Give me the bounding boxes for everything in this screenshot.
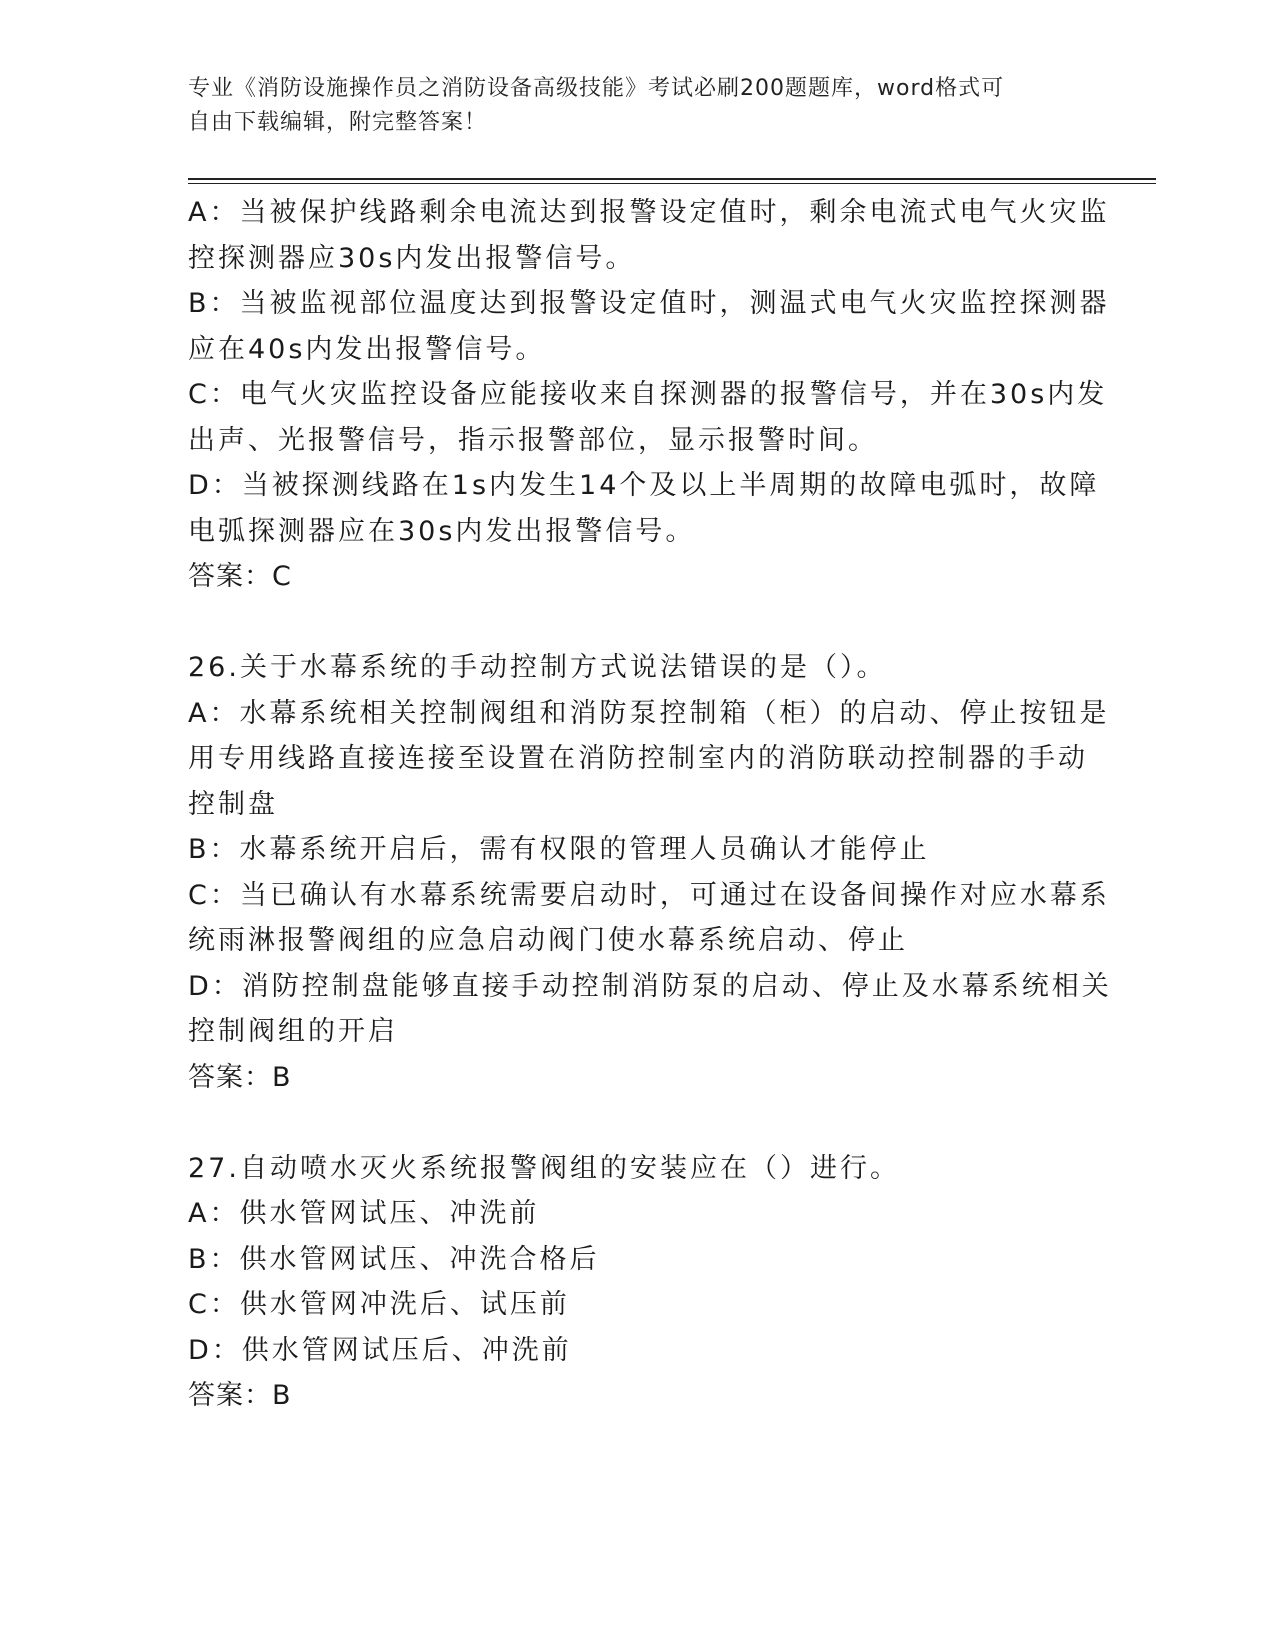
q25-answer: 答案：C (188, 561, 292, 592)
document-body (188, 190, 1112, 1419)
question-25-block (188, 190, 1110, 600)
q25-option-b-line-2: 应在40s内发出报警信号。 (188, 333, 546, 365)
q27-option-d: D：供水管网试压后、冲洗前 (188, 1334, 572, 1366)
q27-answer: 答案：B (188, 1380, 292, 1411)
header-line-1: 专业《消防设施操作员之消防设备高级技能》考试必刷200题题库，word格式可 (188, 76, 1005, 101)
header-rule-thin (188, 183, 1156, 184)
q26-option-a-line-3: 控制盘 (188, 788, 278, 820)
q26-option-d-line-2: 控制阀组的开启 (188, 1016, 398, 1047)
q25-option-c-line-2: 出声、光报警信号，指示报警部位，显示报警时间。 (188, 424, 878, 456)
q26-question: 26.关于水幕系统的手动控制方式说法错误的是（）。 (188, 652, 887, 683)
q26-option-b-line-1: B：水幕系统开启后，需有权限的管理人员确认才能停止 (188, 834, 930, 865)
spacer (188, 1100, 1088, 1146)
q25-option-b-line-1: B：当被监视部位温度达到报警设定值时，测温式电气火灾监控探测器 (188, 288, 1110, 319)
q25-option-a-line-1: A：当被保护线路剩余电流达到报警设定值时，剩余电流式电气火灾监 (188, 197, 1110, 228)
q26-option-a-line-1: A：水幕系统相关控制阀组和消防泵控制箱（柜）的启动、停止按钮是 (188, 697, 1110, 729)
q27-option-a: A：供水管网试压、冲洗前 (188, 1198, 540, 1229)
q26-option-c-line-1: C：当已确认有水幕系统需要启动时，可通过在设备间操作对应水幕系 (188, 879, 1110, 911)
header-rule-thick (188, 178, 1156, 180)
q25-option-c-line-1: C：电气火灾监控设备应能接收来自探测器的报警信号，并在30s内发 (188, 379, 1108, 410)
document-header (188, 72, 1068, 140)
q25-option-d-line-1: D：当被探测线路在1s内发生14个及以上半周期的故障电弧时，故障 (188, 470, 1100, 501)
question-26-block (188, 645, 1112, 1100)
q25-option-d-line-2: 电弧探测器应在30s内发出报警信号。 (188, 515, 696, 547)
question-27-block (188, 1146, 1088, 1419)
q26-option-d-line-1: D：消防控制盘能够直接手动控制消防泵的启动、停止及水幕系统相关 (188, 970, 1112, 1002)
q27-option-c: C：供水管网冲洗后、试压前 (188, 1289, 570, 1320)
header-line-2: 自由下载编辑，附完整答案！ (188, 110, 488, 135)
q25-option-a-line-2: 控探测器应30s内发出报警信号。 (188, 242, 636, 274)
q26-option-a-line-2: 用专用线路直接连接至设置在消防控制室内的消防联动控制器的手动 (188, 743, 1088, 774)
q26-answer: 答案：B (188, 1061, 292, 1093)
q27-question: 27.自动喷水灭火系统报警阀组的安装应在（）进行。 (188, 1152, 900, 1184)
q26-option-c-line-2: 统雨淋报警阀组的应急启动阀门使水幕系统启动、停止 (188, 925, 908, 956)
q27-option-b: B：供水管网试压、冲洗合格后 (188, 1243, 600, 1275)
spacer (188, 600, 1088, 646)
